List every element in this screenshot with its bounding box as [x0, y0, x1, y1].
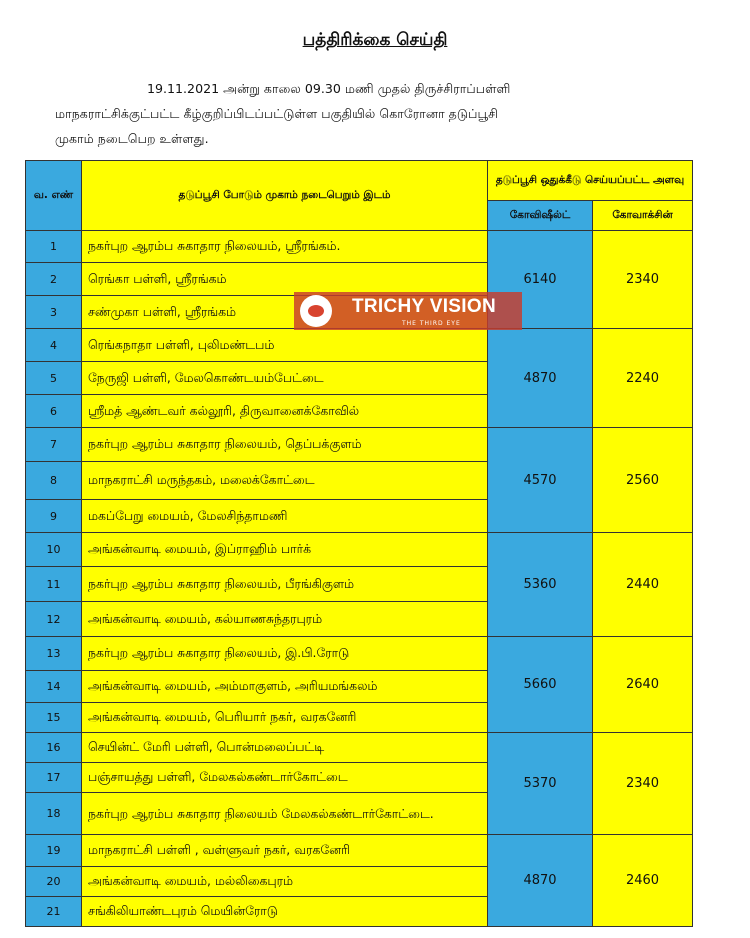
watermark-name: TRICHY VISION — [352, 296, 496, 317]
row-sno: 4 — [26, 329, 82, 362]
header-covishield: கோவிஷீல்ட் — [488, 201, 593, 231]
row-sno: 6 — [26, 395, 82, 428]
group-covishield: 5370 — [488, 733, 593, 835]
row-place: அங்கன்வாடி மையம், கல்யாணசுந்தரபுரம் — [82, 602, 488, 637]
group-covishield: 5660 — [488, 637, 593, 733]
group-covaxin: 2560 — [593, 428, 693, 533]
row-place: அங்கன்வாடி மையம், மல்லிகைபுரம் — [82, 867, 488, 897]
row-sno: 21 — [26, 897, 82, 927]
row-sno: 10 — [26, 533, 82, 567]
vaccination-camp-table — [25, 160, 693, 927]
row-sno: 13 — [26, 637, 82, 671]
row-sno: 9 — [26, 500, 82, 533]
row-place: மகப்பேறு மையம், மேலசிந்தாமணி — [82, 500, 488, 533]
page-title — [0, 30, 750, 52]
group-covaxin: 2640 — [593, 637, 693, 733]
row-sno: 1 — [26, 231, 82, 263]
row-sno: 17 — [26, 763, 82, 793]
group-covishield: 4870 — [488, 329, 593, 428]
group-covaxin: 2340 — [593, 231, 693, 329]
row-sno: 18 — [26, 793, 82, 835]
row-sno: 5 — [26, 362, 82, 395]
row-sno: 19 — [26, 835, 82, 867]
table-row — [26, 835, 693, 867]
table-row — [26, 733, 693, 763]
row-place: நகர்புற ஆரம்ப சுகாதார நிலையம் மேலகல்கண்டார்கோட்டை. — [82, 793, 488, 835]
intro-line-1: 19.11.2021 அன்று காலை 09.30 மணி முதல் திருச்சிராப்பள்ளி — [147, 81, 511, 96]
row-place: நேருஜி பள்ளி, மேலகொண்டயம்பேட்டை — [82, 362, 488, 395]
row-sno: 8 — [26, 462, 82, 500]
group-covishield: 4570 — [488, 428, 593, 533]
row-place: ரெங்கா பள்ளி, ஸ்ரீரங்கம் — [82, 263, 488, 296]
group-covaxin: 2440 — [593, 533, 693, 637]
title-text: பத்திரிக்கை செய்தி — [302, 30, 448, 50]
table-row — [26, 428, 693, 462]
row-place: ரெங்கநாதா பள்ளி, புலிமண்டபம் — [82, 329, 488, 362]
group-covishield: 4870 — [488, 835, 593, 927]
table-row — [26, 231, 693, 263]
intro-line-3: முகாம் நடைபெற உள்ளது. — [55, 131, 209, 146]
row-place: பஞ்சாயத்து பள்ளி, மேலகல்கண்டார்கோட்டை — [82, 763, 488, 793]
row-place: நகர்புற ஆரம்ப சுகாதார நிலையம், இ.பி.ரோடு — [82, 637, 488, 671]
group-covaxin: 2340 — [593, 733, 693, 835]
row-sno: 11 — [26, 567, 82, 602]
row-sno: 20 — [26, 867, 82, 897]
row-sno: 12 — [26, 602, 82, 637]
row-place: சங்கிலியாண்டபுரம் மெயின்ரோடு — [82, 897, 488, 927]
row-sno: 7 — [26, 428, 82, 462]
row-place: சண்முகா பள்ளி, ஸ்ரீரங்கம் — [82, 296, 488, 329]
row-place: நகர்புற ஆரம்ப சுகாதார நிலையம், பீரங்கிகுளம் — [82, 567, 488, 602]
intro-line-2: மாநகராட்சிக்குட்பட்ட கீழ்குறிப்பிடப்பட்டுள்ள பகுதியில் கொரோனா தடுப்பூசி — [55, 106, 498, 121]
group-covishield: 6140 — [488, 231, 593, 329]
row-place: செயின்ட் மேரி பள்ளி, பொன்மலைப்பட்டி — [82, 733, 488, 763]
row-place: நகர்புற ஆரம்ப சுகாதார நிலையம், ஸ்ரீரங்கம். — [82, 231, 488, 263]
table-row — [26, 637, 693, 671]
row-sno: 14 — [26, 671, 82, 703]
header-allocated: தடுப்பூசி ஒதுக்கீடு செய்யப்பட்ட அளவு — [488, 161, 693, 201]
group-covaxin: 2460 — [593, 835, 693, 927]
header-covaxin: கோவாக்சின் — [593, 201, 693, 231]
group-covaxin: 2240 — [593, 329, 693, 428]
watermark-tagline: THE THIRD EYE — [402, 320, 461, 327]
eye-logo-icon — [300, 295, 332, 327]
row-place: மாநகராட்சி மருந்தகம், மலைக்கோட்டை — [82, 462, 488, 500]
row-sno: 15 — [26, 703, 82, 733]
row-place: நகர்புற ஆரம்ப சுகாதார நிலையம், தெப்பக்குளம் — [82, 428, 488, 462]
row-place: அங்கன்வாடி மையம், இப்ராஹிம் பார்க் — [82, 533, 488, 567]
table-row — [26, 329, 693, 362]
row-place: ஸ்ரீமத் ஆண்டவர் கல்லூரி, திருவானைக்கோவில் — [82, 395, 488, 428]
group-covishield: 5360 — [488, 533, 593, 637]
row-place: அங்கன்வாடி மையம், பெரியார் நகர், வரகனேரி — [82, 703, 488, 733]
header-place: தடுப்பூசி போடும் முகாம் நடைபெறும் இடம் — [82, 161, 488, 231]
row-place: மாநகராட்சி பள்ளி , வள்ளுவர் நகர், வரகனேரி — [82, 835, 488, 867]
row-sno: 16 — [26, 733, 82, 763]
row-sno: 3 — [26, 296, 82, 329]
header-sno: வ. எண் — [26, 161, 82, 231]
trichy-vision-watermark — [294, 292, 522, 330]
table-row — [26, 533, 693, 567]
row-place: அங்கன்வாடி மையம், அம்மாகுளம், அரியமங்கலம் — [82, 671, 488, 703]
row-sno: 2 — [26, 263, 82, 296]
